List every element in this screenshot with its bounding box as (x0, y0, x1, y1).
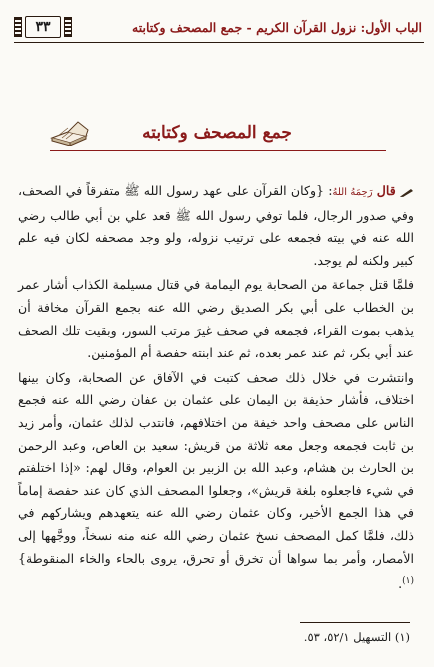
paragraph-text: وانتشرت في خلال ذلك صحف كتبت في الآفاق عن الصحابة، وكان بينها اختلاف، فأشار حذيفة بن اليمان على عثمان بن عفان رضي الله عنه فجمع الناس على مصحف واحد خيفة من اختلافهم، فانتدب لذلك عثمان، وأمر زيد بن ثابت فجمعه وجعل معه ثلاثة من قريش: سعيد بن العاص، وعبد الرحمن بن الحارث بن هشام، وعبد الله بن الزبير بن العوام، وقال لهم: «إذا اختلفتم في شيء فاجعلوه بلغة قريش»، وجعلوا المصحف الذي كان عند حفصة إماماً في هذا الجمع الأخير، وكان عثمان رضي الله عنه يتعهدهم ويشاركهم في ذلك، فلمَّا كمل المصحف نسخ عثمان رضي الله عنه منه نسخاً، ووجَّهها إلى الأمصار، وأمر بما سواها أن تخرق أو تحرق، يروى بالحاء والخاء المنقوطة} (18, 369, 414, 566)
section-title: جمع المصحف وكتابته (142, 123, 292, 143)
paragraph (18, 367, 414, 596)
open-book-icon (48, 116, 92, 146)
section-heading (48, 118, 386, 148)
page-number: ٣٣ (25, 16, 61, 38)
paragraph (18, 180, 414, 272)
qala-word: قال (376, 183, 396, 198)
page-number-ornament-icon (64, 17, 72, 37)
footnote-ref: (١) (402, 576, 414, 587)
page-number-ornament-icon (14, 17, 22, 37)
paragraph-end: . (398, 576, 403, 592)
body-text (18, 180, 414, 598)
pen-icon (400, 187, 414, 197)
footnote-divider (300, 622, 410, 623)
paragraph-text: : {وكان القرآن على عهد رسول الله ﷺ متفرقاً في الصحف، وفي صدور الرجال، فلما توفي رسول الله ﷺ قعد علي بن أبي طالب رضي الله عنه في بيته فجمعه على ترتيب نزوله، ولو وجد مصحفه لكان فيه علم كبير ولكنه لم يوجد. (18, 183, 414, 268)
section-title-underline (50, 150, 386, 151)
footnote: (١) التسهيل ٥٢/١، ٥٣. (303, 630, 410, 644)
honorific: رَحِمَهُ اللهُ (332, 187, 373, 198)
running-title: الباب الأول: نزول القرآن الكريم - جمع المصحف وكتابته (132, 19, 422, 35)
paragraph: فلمَّا قتل جماعة من الصحابة يوم اليمامة في قتال مسيلمة الكذاب أشار عمر بن الخطاب على أبي بكر الصديق رضي الله عنه بجمع القرآن مخافة أن يذهب بموت القراء، فجمعه في صحف غيرَ مرتب السور، وبقيت تلك الصحف عند أبي بكر، ثم عند عمر بعده، ثم عند ابنته حفصة أم المؤمنين. (18, 277, 414, 361)
page-number-box (14, 16, 72, 38)
running-header (14, 12, 424, 43)
